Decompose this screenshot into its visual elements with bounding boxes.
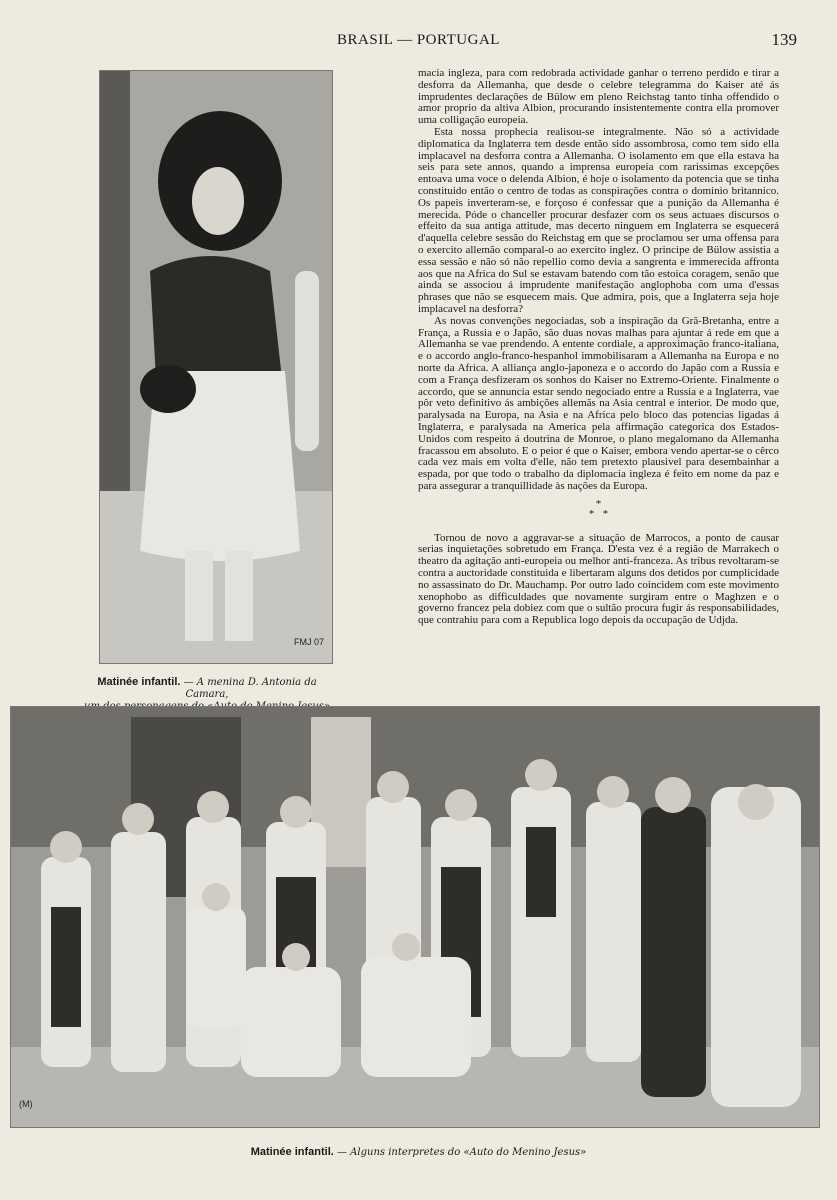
section-asterism: * * *	[588, 497, 609, 520]
caption-bottom-text: — Alguns interpretes do «Auto do Menino Jesus»	[333, 1147, 587, 1158]
article-paragraph-3: As novas convenções negociadas, sob a inspiração da Grã-Bretanha, entre a França, a Russia e o Japão, são duas novas malhas para ajuntar á rede em que a Allemanha se vae prendendo. A entente cordiale, a approximação franco-italiana, e o accordo anglo-franco-hespanhol immobilisaram a Allemanha na Europa e no norte da Africa. A alliança anglo-japoneza e o accordo do Japão com a Russia e com a França desfizeram os sonhos do Kaiser no Extremo-Oriente. Finalmente o accordo, que se annuncia estar sendo negociado entre a Russia e a Inglaterra, vae pôr veto definitivo ás ambições allemãs na Asia central e interior. De modo que, paralysada na Europa, na Asia e na Africa pelo bloco das potencias ligadas á Inglaterra, e paralysada na America pela affirmação categorica dos Estados-Unidos com respeito á doutrina de Monroe, o plano megalomano da Allemanha fracassou em absoluto. E o peior é que o Kaiser, embora vendo apertar-se o cêrco cada vez mais em volta d'elle, não tem pretexto plausivel para desembainhar a espada, por que todo o trabalho da diplomacia ingleza é feito em nome da paz e para assegurar a tranquillidade às nações da Europa.	[418, 314, 779, 492]
caption-bottom	[0, 1146, 837, 1159]
caption-bottom-label: Matinée infantil.	[250, 1146, 334, 1158]
portrait-signature: FMJ 07	[293, 637, 324, 647]
article-column	[418, 68, 779, 627]
page-header-title: BRASIL — PORTUGAL	[337, 32, 500, 48]
group-photo-signature: (M)	[19, 1099, 33, 1109]
portrait-photo	[99, 70, 333, 664]
caption-top-line1: — A menina D. Antonia da Camara,	[180, 677, 317, 700]
article-paragraph-1: macia ingleza, para com redobrada actividade ganhar o terreno perdido e tirar a desforra da Allemanha, que desde o celebre telegramma do Kaiser até ás imprudentes declarações de Bülow em pleno Reichstag tanto tinha offendido o amor proprio da altiva Albion, procurando insistentemente contra ella promover uma colligação europeia.	[418, 67, 779, 127]
article-paragraph-4: Tornou de novo a aggravar-se a situação de Marrocos, a ponto de causar serias inquietações sobretudo em França. D'esta vez é a região de Marrakech o theatro da agitação anti-europeia ou melhor anti-franceza. As tribus revoltaram-se contra a auctoridade constituida e libertaram alguns dos detidos por cumplicidade no assassinato do Dr. Mauchamp. Por outro lado coincidem com este movimento xenophobo as difficuldades que novamente surgiram entre o Maghzen e o governo francez pela dobiez com que o sultão procura fugir ás responsabilidades, que contrahiu para com a Republica logo depois da occupação de Udjda.	[418, 531, 779, 627]
group-photo	[10, 706, 820, 1128]
page-number: 139	[771, 30, 797, 49]
article-paragraph-2: Esta nossa prophecia realisou-se integralmente. Não só a actividade diplomatica da Inglaterra tem desde então sido assombrosa, como tem sido ella implacavel na desforra contra a Allemanha. O isolamento em que ella estava ha seis para sete annos, quando a imprensa europeia com rarissimas excepções entoava uma voce o delenda Albion, é hoje o isolamento da potencia que se tinha constituido então o centro de todas as conspirações contra o dominio britannico. Os papeis inverteram-se, e forçoso é confessar que a punição da Allemanha é merecida. Póde o chanceller procurar desfazer com os seus actuaes discursos o effeito da sua antiga attitude, mas decerto ninguem em Inglaterra se esquecerá d'aquella celebre sessão do Reichstag em que se proclamou ser uma offensa para o exercito allemão comparal-o ao exercito inglez. O principe de Bülow assistia a essa sessão e não só não repellio como devia a sangrenta e immerecida affronta aos que na Africa do Sul se estavam batendo com tão estoica coragem, senão que ainda se associou á imprudente manifestação anglophoba com uma d'essas phrases que não se esquecem mais. Que admira, pois, que a Inglaterra seja hoje implacavel na desforra?	[418, 125, 779, 315]
caption-top-label: Matinée infantil.	[97, 676, 181, 688]
